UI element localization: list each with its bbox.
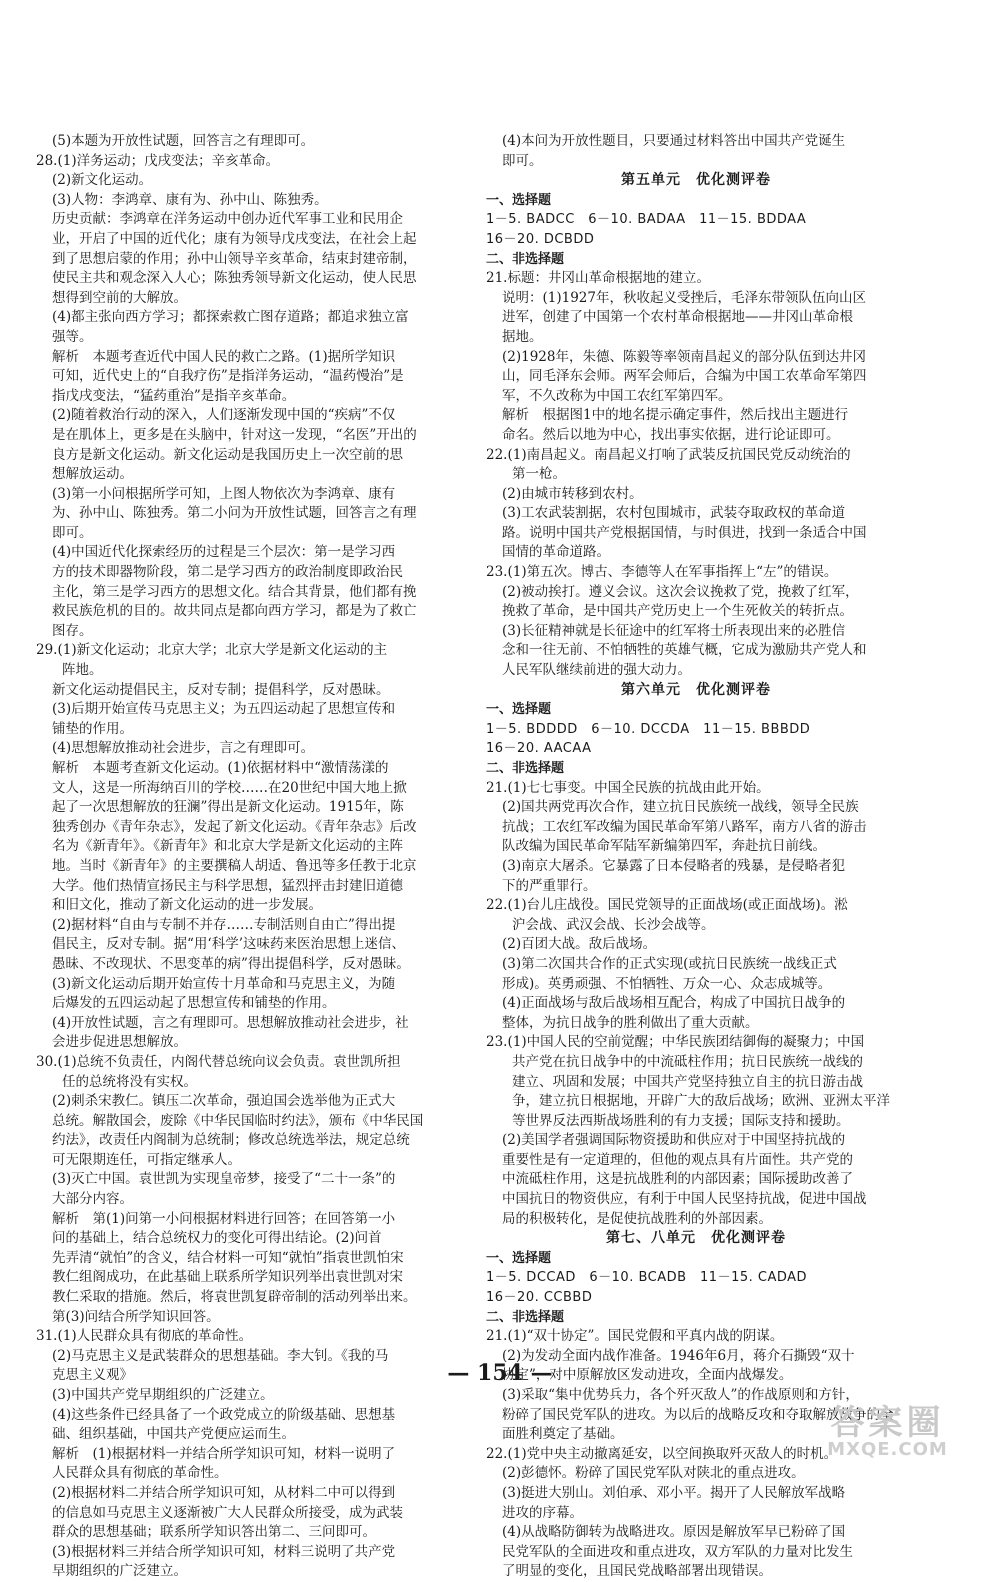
analysis-line: 解析 本题考查新文化运动。(1)依据材料中“激情荡漾的 [52,760,389,776]
answer-line: (3)采取“集中优势兵力，各个歼灭敌人”的作战原则和方针， [502,1387,859,1403]
answer-line: 即可。 [502,152,543,169]
answer-line: 想得到空前的大解放。 [52,289,187,306]
answer-line: 人民群众具有彻底的革命性。 [52,1465,228,1482]
answer-line: 粉碎了国民党军队的进攻。为以后的战略反攻和夺取解放战争的全 [502,1406,894,1423]
answer-line: 方的技术即器物阶段，第二是学习西方的政治制度即政治民 [52,564,403,581]
answer-line: (4)本问为开放性题目，只要通过材料答出中国共产党诞生 [502,133,846,149]
unit-title: 第七、八单元 优化测评卷 [606,1230,786,1247]
answer-line: 整体，为抗日战争的胜利做出了重大贡献。 [502,1014,759,1031]
answer-line: 抗战；工农红军改编为国民革命军第八路军，南方八省的游击 [502,818,867,835]
answer-line: 地。当时《新青年》的主要撰稿人胡适、鲁迅等多任教于北京 [52,857,417,874]
analysis-line: 解析 (1)根据材料一并结合所学知识可知，材料一说明了 [52,1445,396,1462]
answer-line: 先弄清“就怕”的含义，结合材料一可知“就怕”指袁世凯怕宋 [52,1249,404,1266]
answer-line: 挽救了革命，是中国共产党历史上一个生死攸关的转折点。 [502,603,853,620]
answer-line: 强等。 [52,328,93,345]
answer-line: 业，开启了中国的近代化；康有为领导戊戌变法，在社会上起 [52,230,417,247]
answer-line: 和旧文化，推动了新文化运动的进一步发展。 [52,897,322,914]
answer-line: 29.(1)新文化运动；北京大学；北京大学是新文化运动的主 [36,642,388,659]
answer-line: (4)开放性试题，言之有理即可。思想解放推动社会进步，社 [52,1014,409,1031]
answer-line: 第(3)问结合所学知识回答。 [52,1308,220,1325]
answer-line: 愚昧、不改现状、不思变革的病”得出提倡科学，反对愚昧。 [52,955,410,972]
answer-line: 铺垫的作用。 [52,720,133,737]
answer-line: 协定”，对中原解放区发动进攻，全面内战爆发。 [502,1367,793,1384]
answer-line: 是在肌体上，更多是在头脑中，针对这一发现，“名医”开出的 [52,426,417,443]
answer-line: (2)刺杀宋教仁。镇压二次革命，强迫国会选举他为正式大 [52,1093,396,1110]
answer-line: 大学。他们热情宣扬民主与科学思想，猛烈抨击封建旧道德 [52,877,403,894]
answer-line: (5)本题为开放性试题，回答言之有理即可。 [52,133,315,149]
analysis-line: 解析 根据图1中的地名提示确定事件，然后找出主题进行 [502,407,849,424]
answer-line: (3)灭亡中国。袁世凯为实现皇帝梦，接受了“二十一条”的 [52,1171,396,1188]
answer-line: 23.(1)中国人民的空前觉醒；中华民族团结御侮的凝聚力；中国 [486,1034,865,1051]
answer-line: (2)新文化运动。 [52,172,153,189]
answer-line: 了明显的变化，且国民党战略部署出现错误。 [502,1563,772,1580]
answer-key-line: 1－5. DCCAD 6－10. BCADB 11－15. CADAD [486,1270,808,1286]
section-heading: 一、选择题 [486,192,552,208]
answer-line: (3)根据材料三并结合所学知识可知，材料三说明了共产党 [52,1543,396,1560]
answer-line: (3)第二次国共合作的正式实现(或抗日民族统一战线正式 [502,955,837,972]
answer-key-line: 16－20. CCBBD [486,1290,593,1306]
answer-line: 图存。 [52,622,93,639]
answer-line: 沪会战、武汉会战、长沙会战等。 [512,916,715,933]
section-heading: 二、非选择题 [486,1309,565,1325]
answer-line: 进军，创建了中国第一个农村革命根据地——井冈山革命根 [502,309,853,326]
answer-key-line: 16－20. AACAA [486,741,592,757]
answer-line: 会进步促进思想解放。 [52,1034,187,1051]
answer-line: 文人，这是一所海纳百川的学校……在20世纪中国大地上掀 [52,779,407,796]
answer-line: 民党军队的全面进攻和重点进攻，双方军队的力量对比发生 [502,1543,853,1560]
answer-line: 的信息如马克思主义逐渐被广大人民群众所接受，成为武装 [52,1504,403,1521]
answer-line: (4)思想解放推动社会进步，言之有理即可。 [52,740,315,757]
answer-line: 队改编为国民革命军陆军新编第四军，奔赴抗日前线。 [502,838,826,855]
answer-line: 21.(1)“双十协定”。国民党假和平真内战的阴谋。 [486,1328,784,1345]
answer-key-line: 1－5. BADCC 6－10. BADAA 11－15. BDDAA [486,212,807,228]
answer-line: (4)从战略防御转为战略进攻。原因是解放军早已粉碎了国 [502,1524,846,1541]
answer-line: (2)马克思主义是武装群众的思想基础。李大钊。《我的马 [52,1347,389,1364]
answer-line: 后爆发的五四运动起了思想宣传和铺垫的作用。 [52,995,336,1012]
answer-line: (2)随着救治行动的深入，人们逐渐发现中国的“疾病”不仅 [52,407,396,424]
answer-line: 局的积极转化，是促使抗战胜利的外部因素。 [502,1210,772,1227]
answer-line: (3)南京大屠杀。它暴露了日本侵略者的残暴，是侵略者犯 [502,857,846,874]
section-heading: 二、非选择题 [486,761,565,776]
answer-line: 31.(1)人民群众具有彻底的革命性。 [36,1328,253,1345]
answer-line: 22.(1)南昌起义。南昌起义打响了武装反抗国民党反动统治的 [486,446,851,463]
unit-title: 第六单元 优化测评卷 [621,681,771,698]
answer-line: 共产党在抗日战争中的中流砥柱作用；抗日民族统一战线的 [512,1053,863,1070]
answer-line: 可无限期连任，可指定继承人。 [52,1151,241,1168]
answer-line: 克思主义观》 [52,1367,133,1384]
answer-line: (3)工农武装割据，农村包围城市，武装夺取政权的革命道 [502,505,846,522]
answer-line: (3)新文化运动后期开始宣传十月革命和马克思主义，为随 [52,975,396,992]
watermark-title: 答案圈 [830,1403,945,1443]
answer-line: 可知，近代史上的“自我疗伤”是指洋务运动，“温药慢治”是 [52,368,404,385]
answer-line: 山，同毛泽东会师。两军会师后，合编为中国工农革命军第四 [502,368,867,385]
answer-line: 说明：(1)1927年，秋收起义受挫后，毛泽东带领队伍向山区 [502,289,866,306]
answer-line: 军，不久改称为中国工农红军第四军。 [502,387,732,404]
analysis-line: 解析 第(1)问第一小问根据材料进行回答；在回答第一小 [52,1210,396,1227]
answer-line: 问的基础上，结合总统权力的变化可得出结论。(2)问首 [52,1230,382,1247]
answer-line: 名为《新青年》。《新青年》和北京大学是新文化运动的主阵 [52,838,403,855]
answer-line: (2)美国学者强调国际物资援助和供应对于中国坚持抗战的 [502,1132,846,1149]
answer-line: 念和一往无前、不怕牺牲的英雄气概，它成为激励共产党人和 [502,642,867,659]
answer-line: (2)为发动全面内战作准备。1946年6月，蒋介石撕毁“双十 [502,1347,855,1364]
answer-line: 任的总统将没有实权。 [62,1073,197,1090]
analysis-line: 解析 本题考查近代中国人民的救亡之路。(1)据所学知识 [52,348,396,365]
answer-line: 第一枪。 [512,466,566,483]
watermark-logo [780,1395,995,1465]
answer-line: (4)中国近代化探索经历的过程是三个层次：第一是学习西 [52,544,396,561]
answer-line: (2)被动挨打。遵义会议。这次会议挽救了党，挽救了红军， [502,583,859,600]
answer-line: (3)第一小问根据所学可知，上图人物依次为李鸿章、康有 [52,485,396,502]
answer-line: (3)长征精神就是长征途中的红军将士所表现出来的必胜信 [502,622,846,639]
answer-line: 面胜利奠定了基础。 [502,1426,624,1443]
answer-line: 阵地。 [62,662,103,679]
answer-line: 路。说明中国共产党根据国情，与时俱进，找到一条适合中国 [502,524,867,541]
answer-line: 等世界反法西斯战场胜利的有力支援；国际支持和援助。 [512,1112,850,1129]
answer-line: (2)彭德怀。粉碎了国民党军队对陕北的重点进攻。 [502,1465,805,1482]
answer-line: 到了思想启蒙的作用；孙中山领导辛亥革命，结束封建帝制， [52,250,417,267]
answer-line: 形成)。英勇顽强、不怕牺牲、万众一心、众志成城等。 [502,975,832,992]
answer-line: 使民主共和观念深入人心；陈独秀领导新文化运动，使人民思 [52,270,417,287]
answer-line: 下的严重罪行。 [502,877,597,894]
answer-line: 历史贡献：李鸿章在洋务运动中创办近代军事工业和民用企 [52,211,403,228]
answer-line: 22.(1)党中央主动撤离延安，以空间换取歼灭敌人的时机。 [486,1445,838,1462]
answer-line: 良方是新文化运动。新文化运动是我国历史上一次空前的思 [52,446,403,463]
answer-line: 教仁采取的措施。然后，将袁世凯复辟帝制的活动列举出来。 [52,1289,417,1306]
left-column [36,132,476,1582]
answer-line: (2)百团大战。敌后战场。 [502,936,657,953]
answer-line: 人民军队继续前进的强大动力。 [502,662,691,679]
answer-line: (2)根据材料二并结合所学知识可知，从材料二中可以得到 [52,1484,396,1501]
answer-line: 起了一次思想解放的狂澜”得出是新文化运动。1915年，陈 [52,799,404,816]
answer-line: 指戊戌变法，“猛药重治”是指辛亥革命。 [52,387,296,404]
section-heading: 二、非选择题 [486,251,565,267]
answer-line: 为、孙中山、陈独秀。第二小问为开放性试题，回答言之有理 [52,505,417,522]
answer-line: 国情的革命道路。 [502,544,610,561]
answer-line: 28.(1)洋务运动；戊戌变法；辛亥革命。 [36,152,280,169]
page-number: — 154 — [447,1360,553,1386]
answer-line: 独秀创办《青年杂志》，发起了新文化运动。《青年杂志》后改 [52,818,417,835]
answer-line: 重要性是有一定道理的，但他的观点具有片面性。共产党的 [502,1151,853,1168]
answer-line: (2)1928年，朱德、陈毅等率领南昌起义的部分队伍到达井冈 [502,348,866,365]
answer-line: (2)据材料“自由与专制不并存……专制活则自由亡”得出提 [52,916,396,933]
answer-line: 新文化运动提倡民主，反对专制；提倡科学，反对愚昧。 [52,681,390,698]
answer-line: 建立、巩固和发展；中国共产党坚持独立自主的抗日游击战 [512,1073,863,1090]
answer-line: 23.(1)第五次。博古、李德等人在军事指挥上“左”的错误。 [486,564,838,581]
answer-line: 21.(1)七七事变。中国全民族的抗战由此开始。 [486,779,770,796]
answer-line: (2)由城市转移到农村。 [502,485,643,502]
answer-line: (3)中国共产党早期组织的广泛建立。 [52,1387,274,1403]
answer-line: 中流砥柱作用，这是抗战胜利的内部因素；国际援助改善了 [502,1171,853,1188]
answer-line: (4)正面战场与敌后战场相互配合，构成了中国抗日战争的 [502,995,846,1012]
answer-key-line: 1－5. BDDDD 6－10. DCCDA 11－15. BBBDD [486,721,811,737]
answer-line: 救民族危机的目的。故共同点是都向西方学习，都是为了救亡 [52,603,417,620]
answer-line: 22.(1)台儿庄战役。国民党领导的正面战场(或正面战场)。淞 [486,897,848,914]
answer-line: 群众的思想基础；联系所学知识答出第二、三问即可。 [52,1524,376,1541]
answer-line: (3)挺进大别山。刘伯承、邓小平。揭开了人民解放军战略 [502,1484,846,1501]
answer-line: 总统。解散国会，废除《中华民国临时约法》，颁布《中华民国 [52,1112,424,1129]
answer-line: (4)这些条件已经具备了一个政党成立的阶级基础、思想基 [52,1406,396,1423]
watermark-url: MXQE.COM [827,1439,948,1460]
answer-line: 据地。 [502,328,543,345]
unit-title: 第五单元 优化测评卷 [621,172,771,189]
answer-line: 30.(1)总统不负责任，内阁代替总统向议会负责。袁世凯所担 [36,1053,401,1070]
answer-line: 础、组织基础，中国共产党便应运而生。 [52,1426,295,1443]
answer-line: 大部分内容。 [52,1191,133,1208]
answer-line: (2)国共两党再次合作，建立抗日民族统一战线，领导全民族 [502,799,859,816]
answer-line: 早期组织的广泛建立。 [52,1563,187,1580]
answer-line: 倡民主，反对专制。据“用‘科学’这味药来医治思想上迷信、 [52,936,405,953]
answer-line: 进攻的序幕。 [502,1504,583,1521]
answer-line: (4)都主张向西方学习；都探索救亡图存道路；都追求独立富 [52,309,409,326]
answer-line: (3)人物：李鸿章、康有为、孙中山、陈独秀。 [52,191,328,208]
answer-line: 即可。 [52,524,93,541]
answer-line: 约法》，改责任内阁制为总统制；修改总统选举法，规定总统 [52,1132,410,1149]
answer-key-line: 16－20. DCBDD [486,231,595,247]
answer-line: 21.标题：井冈山革命根据地的建立。 [486,270,710,287]
answer-line: 争，建立抗日根据地，开辟广大的敌后战场；欧洲、亚洲太平洋 [512,1093,890,1110]
answer-line: 中国抗日的物资供应，有利于中国人民坚持抗战，促进中国战 [502,1191,867,1208]
answer-line: 命名。然后以地为中心，找出事实依据，进行论证即可。 [502,426,840,443]
answer-line: 教仁组阁成功，在此基础上联系所学知识列举出袁世凯对宋 [52,1269,403,1286]
section-heading: 一、选择题 [486,702,552,718]
answer-line: 想解放运动。 [52,466,133,483]
answer-line: (3)后期开始宣传马克思主义；为五四运动起了思想宣传和 [52,701,396,718]
answer-line: 主化，第三是学习西方的思想文化。结合其背景，他们都有挽 [52,583,417,600]
section-heading: 一、选择题 [486,1250,552,1266]
